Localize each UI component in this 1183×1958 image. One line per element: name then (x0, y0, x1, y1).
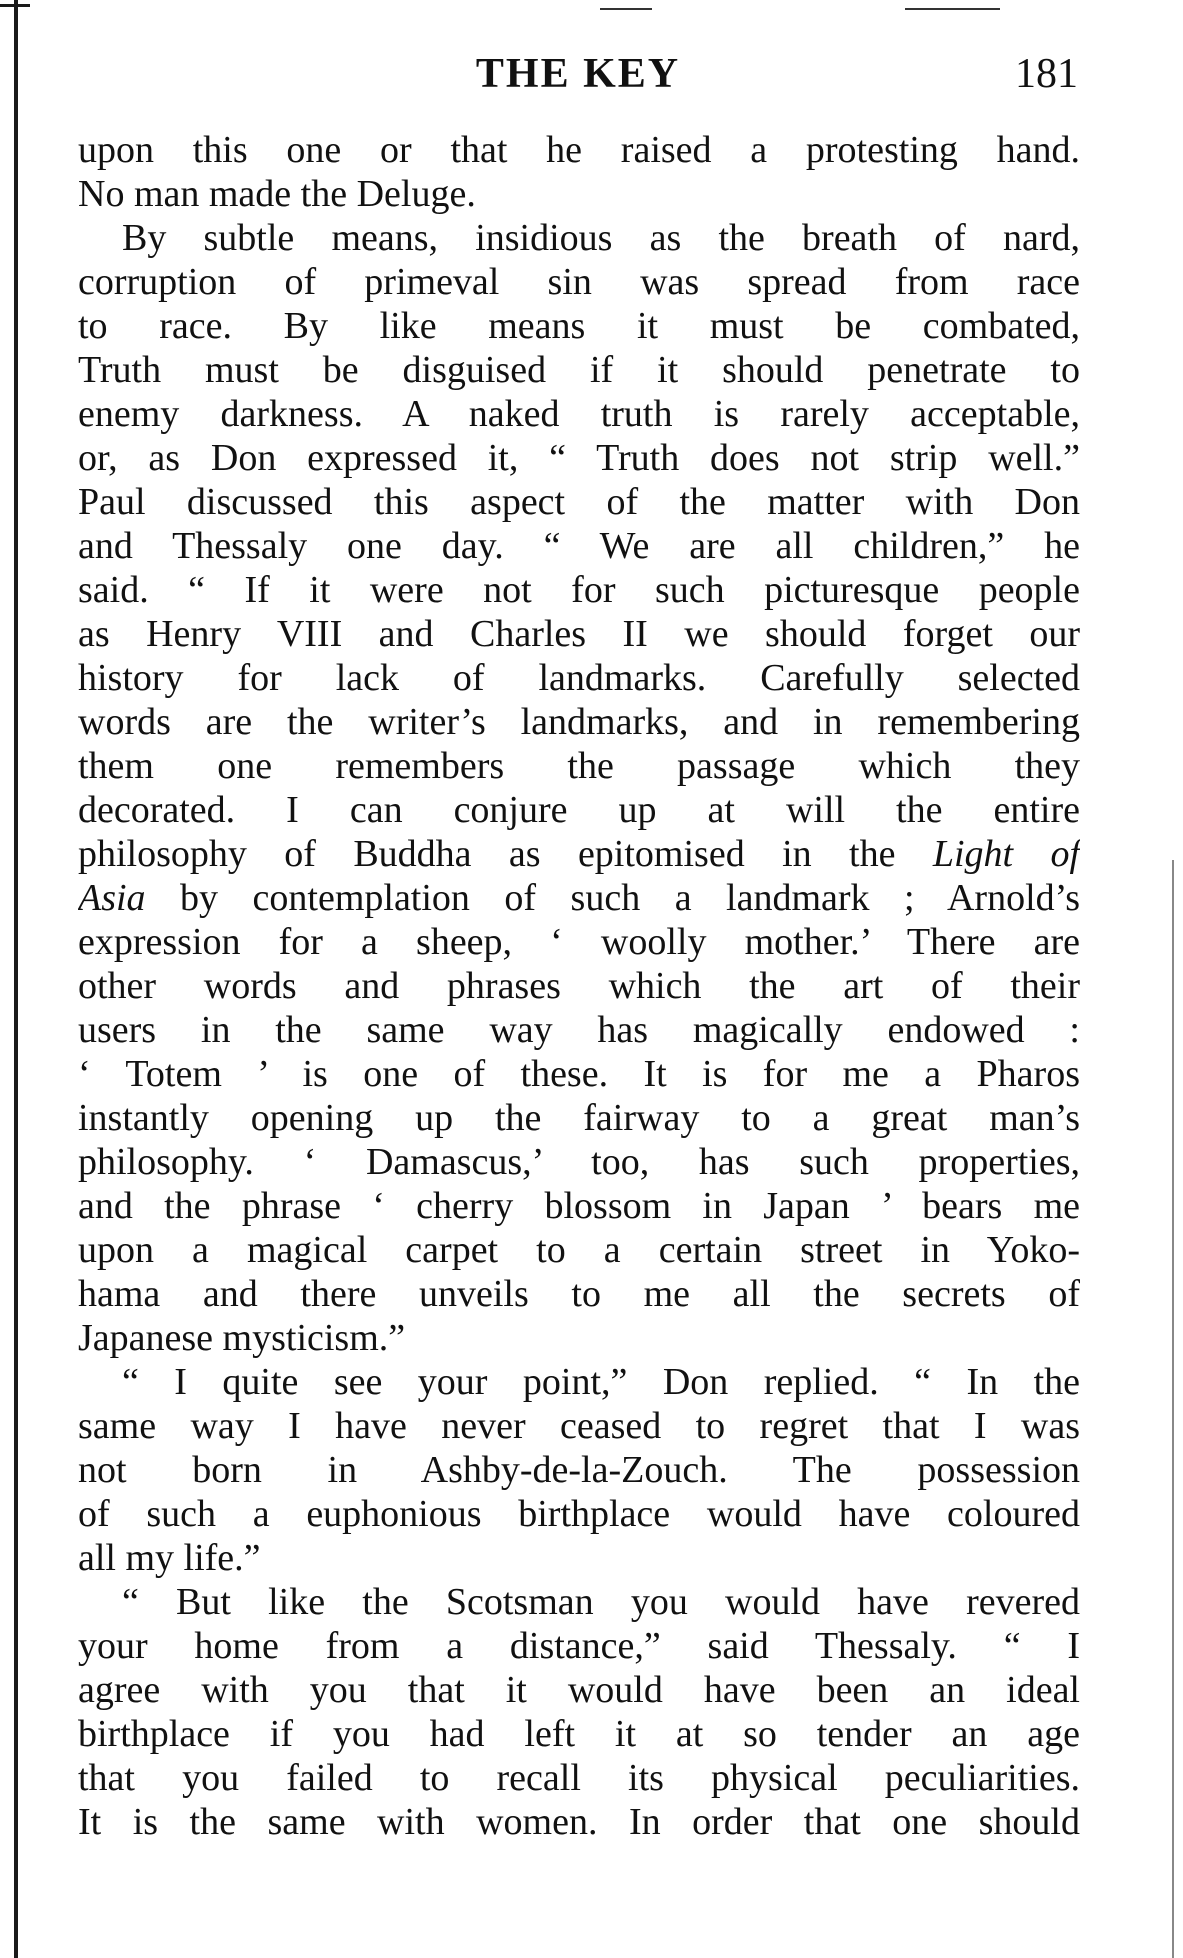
text-line: hama and there unveils to me all the secrets of (78, 1273, 1080, 1315)
text-line: corruption of primeval sin was spread from race (78, 261, 1080, 303)
text-line: words are the writer’s landmarks, and in remembering (78, 701, 1080, 743)
running-title: THE KEY (475, 51, 681, 97)
text-line: instantly opening up the fairway to a great man’s (78, 1097, 1080, 1139)
text-line: decorated. I can conjure up at will the entire (78, 789, 1080, 831)
text-line: Paul discussed this aspect of the matter with Don (78, 481, 1080, 523)
text-line: and Thessaly one day. “ We are all children,” he (78, 525, 1080, 567)
text-line: your home from a distance,” said Thessaly. “ I (78, 1625, 1080, 1667)
text-line: to race. By like means it must be combated, (78, 305, 1080, 347)
text-line: Japanese mysticism.” (78, 1317, 406, 1359)
running-header (78, 50, 1078, 110)
scan-mark (905, 8, 1000, 10)
text-line: as Henry VIII and Charles II we should forget our (78, 613, 1080, 655)
text-line: Asia by contemplation of such a landmark ; Arnold’s (78, 877, 1080, 919)
text-line: or, as Don expressed it, “ Truth does not strip well.” (78, 437, 1080, 479)
text-line: expression for a sheep, ‘ woolly mother.’ There are (78, 921, 1080, 963)
text-line: users in the same way has magically endowed : (78, 1009, 1080, 1051)
text-line: “ I quite see your point,” Don replied. “ In the (122, 1361, 1080, 1403)
text-line: said. “ If it were not for such picturesque people (78, 569, 1080, 611)
text-line: upon this one or that he raised a protesting hand. (78, 129, 1080, 171)
text-line: of such a euphonious birthplace would have coloured (78, 1493, 1080, 1535)
text-line: all my life.” (78, 1537, 261, 1579)
page-edge (1172, 860, 1174, 1958)
binding-edge (14, 0, 18, 1958)
text-line: Truth must be disguised if it should penetrate to (78, 349, 1080, 391)
scan-mark (600, 8, 652, 10)
text-line: that you failed to recall its physical peculiarities. (78, 1757, 1080, 1799)
text-line: them one remembers the passage which they (78, 745, 1080, 787)
text-line: other words and phrases which the art of their (78, 965, 1080, 1007)
text-line: No man made the Deluge. (78, 173, 476, 215)
text-line: not born in Ashby-de-la-Zouch. The possession (78, 1449, 1080, 1491)
page-number: 181 (1015, 51, 1078, 97)
text-line: philosophy. ‘ Damascus,’ too, has such properties, (78, 1141, 1080, 1183)
text-line: birthplace if you had left it at so tender an age (78, 1713, 1080, 1755)
text-line: and the phrase ‘ cherry blossom in Japan ’ bears me (78, 1185, 1080, 1227)
text-line: philosophy of Buddha as epitomised in the Light of (78, 833, 1080, 875)
text-line: history for lack of landmarks. Carefully selected (78, 657, 1080, 699)
text-line: same way I have never ceased to regret that I was (78, 1405, 1080, 1447)
text-line: ‘ Totem ’ is one of these. It is for me a Pharos (78, 1053, 1080, 1095)
body-text (78, 128, 1080, 1844)
text-line: agree with you that it would have been an ideal (78, 1669, 1080, 1711)
text-line: enemy darkness. A naked truth is rarely acceptable, (78, 393, 1080, 435)
text-line: It is the same with women. In order that one should (78, 1801, 1080, 1843)
text-line: upon a magical carpet to a certain street in Yoko- (78, 1229, 1080, 1271)
text-line: “ But like the Scotsman you would have revered (122, 1581, 1080, 1623)
text-line: By subtle means, insidious as the breath of nard, (122, 217, 1080, 259)
